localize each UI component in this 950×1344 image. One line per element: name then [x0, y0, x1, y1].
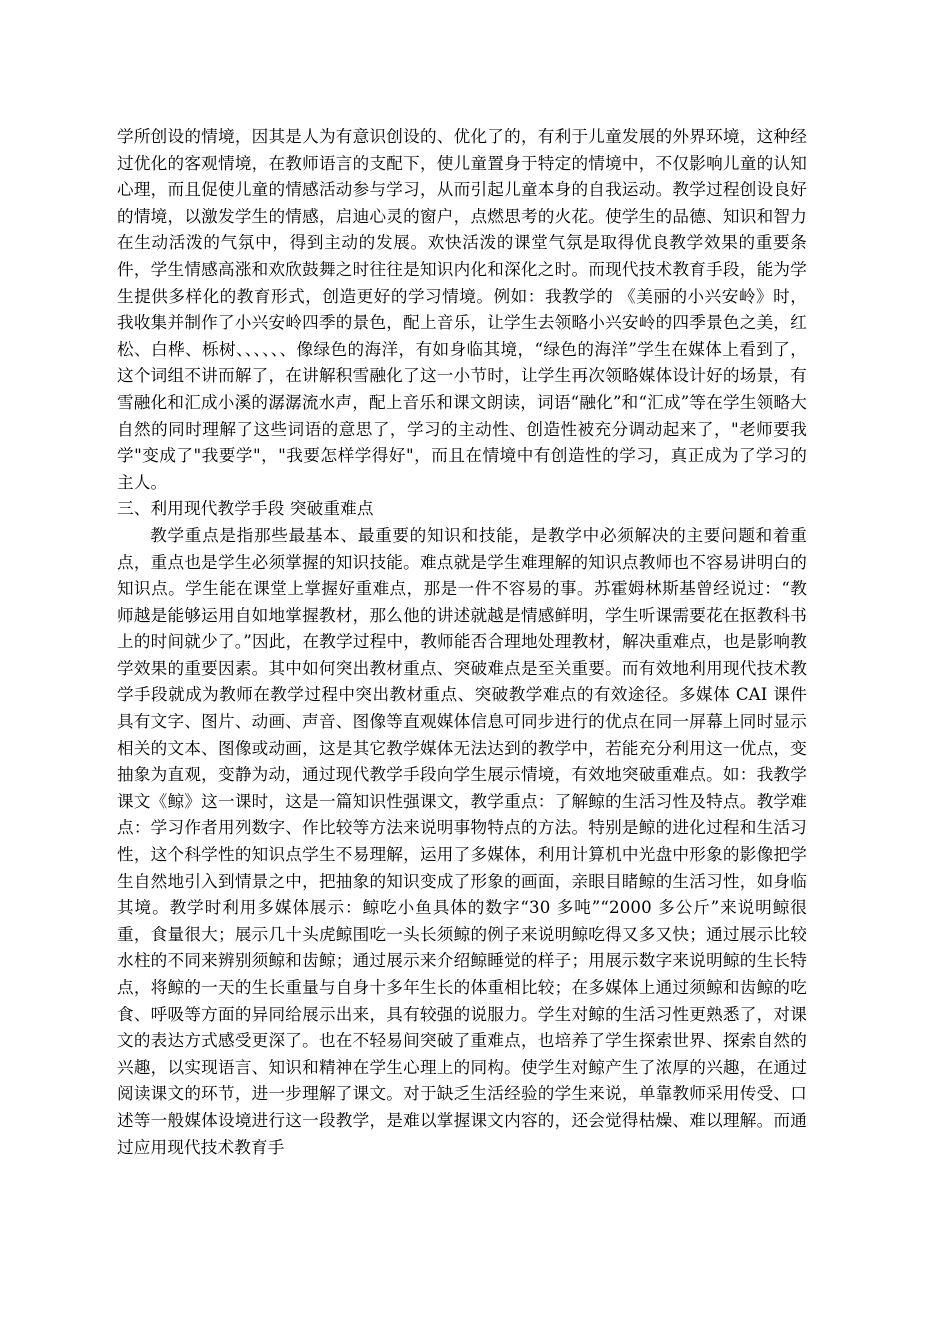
document-page [117, 124, 807, 1161]
body-paragraph-continued: 学所创设的情境，因其是人为有意识创设的、优化了的，有利于儿童发展的外界环境，这种经过优化的客观情境，在教师语言的支配下，使儿童置身于特定的情境中，不仅影响儿童的认知心理，而且促使儿童的情感活动参与学习，从而引起儿童本身的自我运动。教学过程创设良好的情境，以激发学生的情感，启迪心灵的窗户，点燃思考的火花。使学生的品德、知识和智力在生动活泼的气氛中，得到主动的发展。欢快活泼的课堂气氛是取得优良教学效果的重要条件，学生情感高涨和欢欣鼓舞之时往往是知识内化和深化之时。而现代技术教育手段，能为学生提供多样化的教育形式，创造更好的学习情境。例如：我教学的 《美丽的小兴安岭》时，我收集并制作了小兴安岭四季的景色，配上音乐，让学生去领略小兴安岭的四季景色之美，红松、白桦、栎树、、、、、、像绿色的海洋，有如身临其境，“绿色的海洋”学生在媒体上看到了，这个词组不讲而解了，在讲解积雪融化了这一小节时，让学生再次领略媒体设计好的场景，有雪融化和汇成小溪的潺潺流水声，配上音乐和课文朗读，词语“融化”和“汇成”等在学生领略大自然的同时理解了这些词语的意思了，学习的主动性、创造性被充分调动起来了，"老师要我学"变成了"我要学"，"我要怎样学得好"，而且在情境中有创造性的学习，真正成为了学习的主人。 [117, 127, 807, 492]
body-paragraph: 教学重点是指那些最基本、最重要的知识和技能，是教学中必须解决的主要问题和着重点，重点也是学生必须掌握的知识技能。难点就是学生难理解的知识点教师也不容易讲明白的知识点。学生能在课堂上掌握好重难点，那是一件不容易的事。苏霍姆林斯基曾经说过：“教师越是能够运用自如地掌握教材，那么他的讲述就越是情感鲜明，学生听课需要花在抠教科书上的时间就少了。”因此，在教学过程中，教师能否合理地处理教材，解决重难点，也是影响教学效果的重要因素。其中如何突出教材重点、突破难点是至关重要。而有效地利用现代技术教学手段就成为教师在教学过程中突出教材重点、突破教学难点的有效途径。多媒体 CAI 课件具有文字、图片、动画、声音、图像等直观媒体信息可同步进行的优点在同一屏幕上同时显示相关的文本、图像或动画，这是其它教学媒体无法达到的教学中，若能充分利用这一优点，变抽象为直观，变静为动，通过现代教学手段向学生展示情境，有效地突破重难点。如：我教学课文《鲸》这一课时，这是一篇知识性强课文，教学重点：了解鲸的生活习性及特点。教学难点：学习作者用列数字、作比较等方法来说明事物特点的方法。特别是鲸的进化过程和生活习性，这个科学性的知识点学生不易理解，运用了多媒体，利用计算机中光盘中形象的影像把学生自然地引入到情景之中，把抽象的知识变成了形象的画面，亲眼目睹鲸的生活习性，如身临其境。教学时利用多媒体展示：鲸吃小鱼具体的数字“30 多吨”“2000 多公斤”来说明鲸很重，食量很大；展示几十头虎鲸围吃一头长须鲸的例子来说明鲸吃得又多又快；通过展示比较水柱的不同来辨别须鲸和齿鲸；通过展示来介绍鲸睡觉的样子；用展示数字来说明鲸的生长特点，将鲸的一天的生长重量与自身十多年生长的体重相比较；在多媒体上通过须鲸和齿鲸的吃食、呼吸等方面的异同给展示出来，具有较强的说服力。学生对鲸的生活习性更熟悉了，对课文的表达方式感受更深了。也在不轻易间突破了重难点，也培养了学生探索世界、探索自然的兴趣，以实现语言、知识和精神在学生心理上的同构。使学生对鲸产生了浓厚的兴趣，在通过阅读课文的环节，进一步理解了课文。对于缺乏生活经验的学生来说，单靠教师采用传受、口述等一般媒体设境进行这一段教学，是难以掌握课文内容的，还会觉得枯燥、难以理解。而通过应用现代技术教育手 [117, 525, 807, 1157]
section-heading: 三、利用现代教学手段 突破重难点 [117, 499, 374, 519]
